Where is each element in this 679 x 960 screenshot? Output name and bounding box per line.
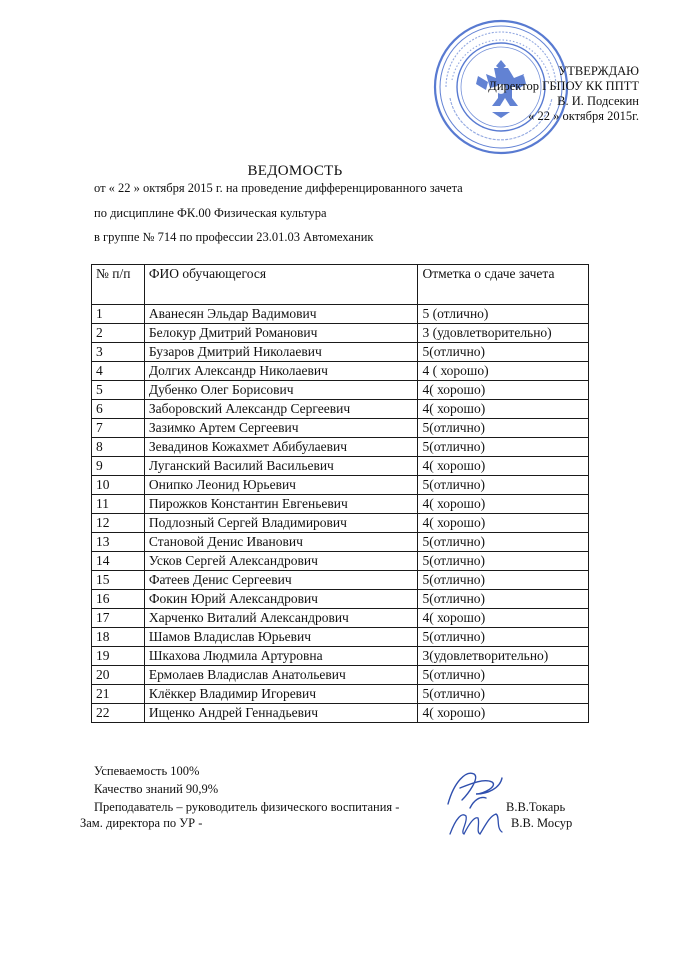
header-line-date: от « 22 » октября 2015 г. на проведение дифференцированного зачета xyxy=(94,181,463,195)
student-grade: 5(отлично) xyxy=(418,590,589,609)
student-name: Фокин Юрий Александрович xyxy=(144,590,418,609)
table-row xyxy=(92,362,589,381)
student-grade: 5(отлично) xyxy=(418,476,589,495)
student-name: Харченко Виталий Александрович xyxy=(144,609,418,628)
row-number: 21 xyxy=(92,685,145,704)
header-line-group: в группе № 714 по профессии 23.01.03 Автомеханик xyxy=(94,230,374,244)
student-name: Зевадинов Кожахмет Абибулаевич xyxy=(144,438,418,457)
student-grade: 5(отлично) xyxy=(418,552,589,571)
student-name: Зазимко Артем Сергеевич xyxy=(144,419,418,438)
table-row xyxy=(92,628,589,647)
student-name: Шкахова Людмила Артуровна xyxy=(144,647,418,666)
teacher-name: В.В.Токарь xyxy=(506,800,566,814)
row-number: 14 xyxy=(92,552,145,571)
student-name: Клёккер Владимир Игоревич xyxy=(144,685,418,704)
table-row xyxy=(92,400,589,419)
row-number: 15 xyxy=(92,571,145,590)
table-row xyxy=(92,647,589,666)
student-name: Ермолаев Владислав Анатольевич xyxy=(144,666,418,685)
student-name: Пирожков Константин Евгеньевич xyxy=(144,495,418,514)
student-name: Усков Сергей Александрович xyxy=(144,552,418,571)
document-title: ВЕДОМОСТЬ xyxy=(247,163,343,179)
student-grade: 3 (удовлетворительно) xyxy=(418,324,589,343)
row-number: 1 xyxy=(92,305,145,324)
student-name: Долгих Александр Николаевич xyxy=(144,362,418,381)
row-number: 20 xyxy=(92,666,145,685)
student-grade: 4( хорошо) xyxy=(418,457,589,476)
table-row xyxy=(92,381,589,400)
student-name: Становой Денис Иванович xyxy=(144,533,418,552)
table-row xyxy=(92,609,589,628)
student-grade: 4( хорошо) xyxy=(418,400,589,419)
table-row xyxy=(92,457,589,476)
table-row xyxy=(92,571,589,590)
table-row xyxy=(92,305,589,324)
student-grade: 5(отлично) xyxy=(418,438,589,457)
table-row xyxy=(92,419,589,438)
row-number: 8 xyxy=(92,438,145,457)
row-number: 17 xyxy=(92,609,145,628)
row-number: 2 xyxy=(92,324,145,343)
approval-line: « 22 » октября 2015г. xyxy=(528,109,639,123)
row-number: 22 xyxy=(92,704,145,723)
approval-block xyxy=(419,64,639,124)
table-row xyxy=(92,438,589,457)
row-number: 7 xyxy=(92,419,145,438)
row-number: 16 xyxy=(92,590,145,609)
table-row xyxy=(92,704,589,723)
row-number: 10 xyxy=(92,476,145,495)
student-name: Бузаров Дмитрий Николаевич xyxy=(144,343,418,362)
student-name: Фатеев Денис Сергеевич xyxy=(144,571,418,590)
student-name: Онипко Леонид Юрьевич xyxy=(144,476,418,495)
table-row xyxy=(92,476,589,495)
teacher-label: Преподаватель – руководитель физического воспитания - xyxy=(94,800,400,814)
student-name: Дубенко Олег Борисович xyxy=(144,381,418,400)
table-row xyxy=(92,514,589,533)
success-rate: Успеваемость 100% xyxy=(94,764,200,778)
table-row xyxy=(92,685,589,704)
student-grade: 3(удовлетворительно) xyxy=(418,647,589,666)
row-number: 12 xyxy=(92,514,145,533)
student-grade: 4 ( хорошо) xyxy=(418,362,589,381)
table-row xyxy=(92,495,589,514)
student-name: Подлозный Сергей Владимирович xyxy=(144,514,418,533)
table-row xyxy=(92,666,589,685)
row-number: 11 xyxy=(92,495,145,514)
deputy-name: В.В. Мосур xyxy=(511,816,573,830)
table-body xyxy=(92,305,589,723)
header-grade: Отметка о сдаче зачета xyxy=(418,265,589,305)
student-grade: 5(отлично) xyxy=(418,666,589,685)
student-grade: 4( хорошо) xyxy=(418,704,589,723)
row-number: 6 xyxy=(92,400,145,419)
student-grade: 4( хорошо) xyxy=(418,495,589,514)
row-number: 3 xyxy=(92,343,145,362)
table-row xyxy=(92,552,589,571)
student-name: Белокур Дмитрий Романович xyxy=(144,324,418,343)
deputy-signature-icon xyxy=(446,806,510,842)
approval-line: УТВЕРЖДАЮ xyxy=(558,64,639,78)
student-grade: 5(отлично) xyxy=(418,533,589,552)
student-grade: 5(отлично) xyxy=(418,685,589,704)
row-number: 9 xyxy=(92,457,145,476)
header-line-discipline: по дисциплине ФК.00 Физическая культура xyxy=(94,206,327,220)
table-row xyxy=(92,343,589,362)
approval-line: Директор ГБПОУ КК ППТТ xyxy=(488,79,639,93)
student-grade: 5(отлично) xyxy=(418,419,589,438)
student-grade: 5(отлично) xyxy=(418,628,589,647)
student-grade: 5 (отлично) xyxy=(418,305,589,324)
row-number: 5 xyxy=(92,381,145,400)
table-header-row xyxy=(92,265,589,305)
student-name: Аванесян Эльдар Вадимович xyxy=(144,305,418,324)
student-grade: 4( хорошо) xyxy=(418,609,589,628)
student-grade: 4( хорошо) xyxy=(418,381,589,400)
row-number: 19 xyxy=(92,647,145,666)
table-row xyxy=(92,533,589,552)
student-grade: 5(отлично) xyxy=(418,571,589,590)
student-name: Шамов Владислав Юрьевич xyxy=(144,628,418,647)
student-name: Заборовский Александр Сергеевич xyxy=(144,400,418,419)
row-number: 18 xyxy=(92,628,145,647)
approval-line: В. И. Подсекин xyxy=(557,94,639,108)
row-number: 4 xyxy=(92,362,145,381)
header-number: № п/п xyxy=(92,265,145,305)
deputy-label: Зам. директора по УР - xyxy=(80,816,203,830)
student-name: Луганский Василий Васильевич xyxy=(144,457,418,476)
header-student-name: ФИО обучающегося xyxy=(144,265,418,305)
knowledge-quality: Качество знаний 90,9% xyxy=(94,782,219,796)
student-name: Ищенко Андрей Геннадьевич xyxy=(144,704,418,723)
student-grade: 5(отлично) xyxy=(418,343,589,362)
table-row xyxy=(92,590,589,609)
row-number: 13 xyxy=(92,533,145,552)
table-row xyxy=(92,324,589,343)
student-grade: 4( хорошо) xyxy=(418,514,589,533)
grades-table xyxy=(91,264,589,723)
